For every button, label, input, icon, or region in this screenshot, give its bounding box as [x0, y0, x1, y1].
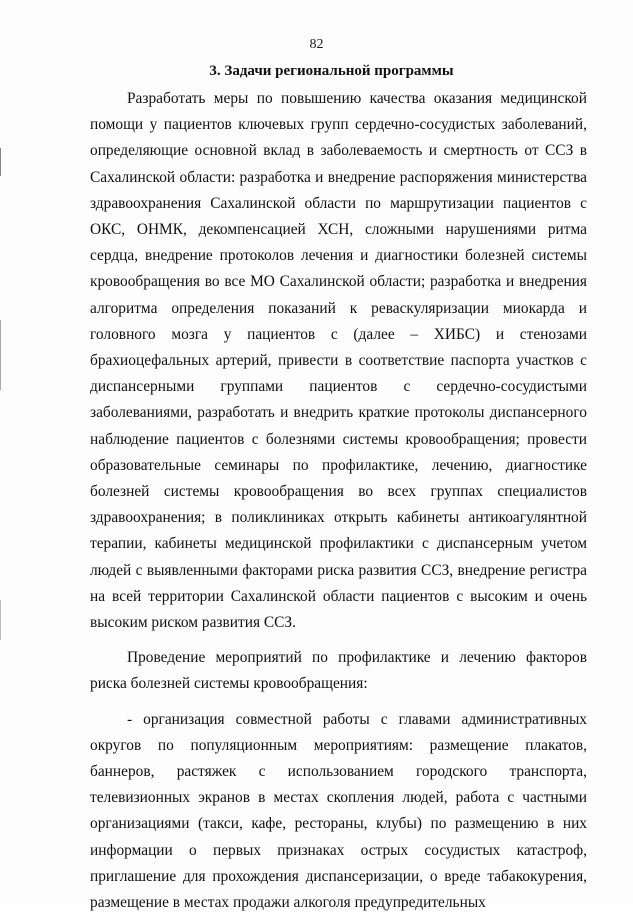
- body-text: [90, 86, 587, 916]
- scan-margin-artifact: [0, 320, 1, 390]
- scan-margin-artifact: [0, 148, 1, 176]
- page-number: 82: [309, 37, 324, 52]
- paragraph-prevention-item: - организация совместной работы с главами административных округов по популяционным мероприятиям: размещение плакатов, баннеров, растяжек с использованием городского транспорта, телевизионных экранов в местах скопления людей, работа с частными организациями (такси, кафе, рестораны, клубы) по размещению в них информации о первых признаках острых сосудистых катастроф, приглашение для прохождения диспансеризации, о вреде табакокурения, размещение в местах продажи алкоголя предупредительных: [90, 710, 587, 912]
- scan-margin-artifact: [0, 600, 1, 640]
- section-title: 3. Задачи региональной программы: [209, 63, 454, 79]
- paragraph-tasks: Разработать меры по повышению качества оказания медицинской помощи у пациентов ключевых групп сердечно-сосудистых заболеваний, определяющие основной вклад в заболеваемость и смертность от ССЗ в Сахалинской области: разработка и внедрение распоряжения министерства здравоохранения Сахалинской области по маршрутизации пациентов с ОКС, ОНМК, декомпенсацией ХСН, сложными нарушениями ритма сердца, внедрение протоколов лечения и диагностики болезней системы кровообращения во все МО Сахалинской области; разработка и внедрения алгоритма определения показаний к реваскуляризации миокарда и головного мозга у пациентов с (далее – ХИБС) и стенозами брахиоцефальных артерий, привести в соответствие паспорта участков с диспансерными группами пациентов с сердечно-сосудистыми заболеваниями, разработать и внедрить краткие протоколы диспансерного наблюдение пациентов с болезнями системы кровообращения; провести образовательные семинары по профилактике, лечению, диагностике болезней системы кровообращения во всех группах специалистов здравоохранения; в поликлиниках открыть кабинеты антикоагулянтной терапии, кабинеты медицинской профилактики с диспансерным учетом людей с выявленными факторами риска развития ССЗ, внедрение регистра на всей территории Сахалинской области пациентов с высоким и очень высоким риском развития ССЗ.: [90, 90, 587, 632]
- paragraph-prevention-intro: Проведение мероприятий по профилактике и лечению факторов риска болезней системы кровообращения:: [90, 649, 587, 693]
